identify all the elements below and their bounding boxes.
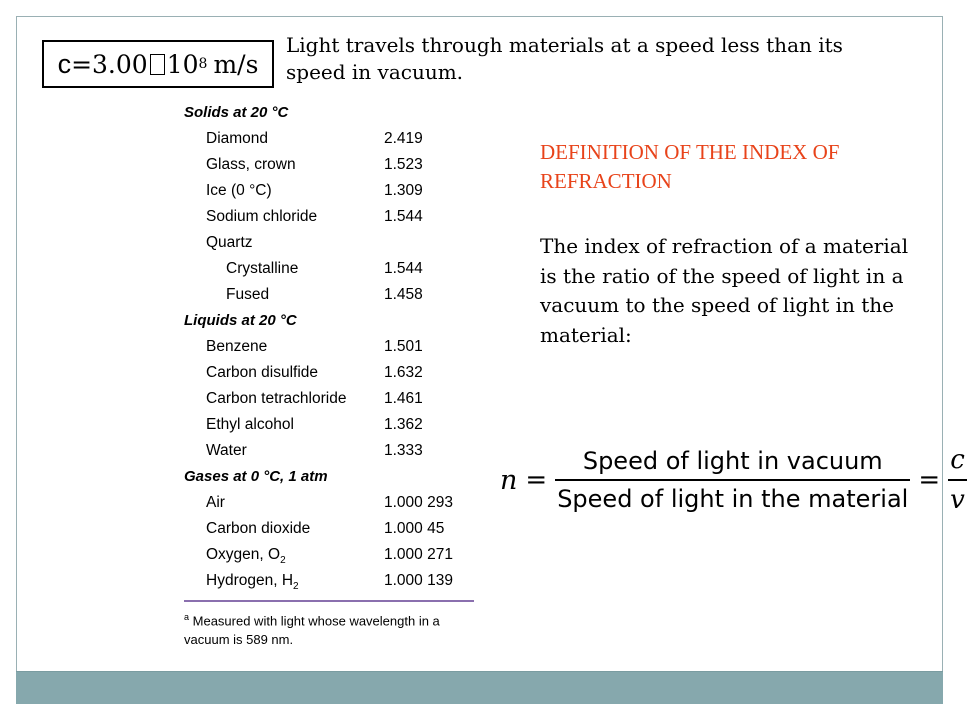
refraction-value: 1.544 bbox=[384, 208, 423, 225]
material-name bbox=[226, 256, 298, 282]
material-label: Benzene bbox=[206, 338, 268, 355]
table-row bbox=[184, 230, 474, 256]
material-name bbox=[206, 126, 268, 152]
refraction-value: 2.419 bbox=[384, 130, 423, 147]
table-row bbox=[184, 256, 474, 282]
table-row bbox=[184, 568, 474, 594]
material-label: Crystalline bbox=[226, 260, 299, 277]
slide-frame bbox=[16, 16, 943, 704]
material-label: Sodium chloride bbox=[206, 208, 318, 225]
equation-equals: = bbox=[525, 465, 548, 495]
table-footnote bbox=[184, 608, 474, 649]
refraction-value: 1.523 bbox=[384, 156, 423, 173]
speed-equals: = bbox=[71, 49, 93, 79]
table-section-title: Liquids at 20 °C bbox=[184, 312, 297, 329]
material-label: Carbon disulfide bbox=[206, 364, 319, 381]
material-name bbox=[206, 360, 318, 386]
refraction-value: 1.544 bbox=[384, 260, 423, 277]
refraction-value: 1.309 bbox=[384, 182, 423, 199]
material-label: Air bbox=[206, 494, 225, 511]
table-row bbox=[184, 282, 474, 308]
missing-glyph-icon bbox=[150, 54, 165, 75]
material-name bbox=[206, 386, 346, 412]
material-label: Glass, crown bbox=[206, 156, 296, 173]
equation-numerator: Speed of light in vacuum bbox=[582, 447, 883, 475]
material-name bbox=[206, 178, 272, 204]
material-label: Ice (0 °C) bbox=[206, 182, 272, 199]
table-row bbox=[184, 542, 474, 568]
table-rule bbox=[184, 600, 474, 602]
equation-denominator: Speed of light in the material bbox=[555, 479, 910, 513]
table-row bbox=[184, 412, 474, 438]
refraction-value: 1.000 271 bbox=[384, 546, 453, 563]
material-name bbox=[206, 516, 310, 542]
material-subscript: 2 bbox=[293, 581, 299, 593]
refraction-value: 1.000 139 bbox=[384, 572, 453, 589]
table-row bbox=[184, 178, 474, 204]
speed-mantissa: 3.00 bbox=[92, 49, 148, 79]
table-row bbox=[184, 152, 474, 178]
material-label: Oxygen, O bbox=[206, 546, 281, 563]
definition-body: The index of refraction of a material is the ratio of the speed of light in a vacuum to the speed of light in the material: bbox=[540, 234, 909, 347]
speed-unit: m/s bbox=[213, 49, 259, 79]
table-row bbox=[184, 204, 474, 230]
footnote-mark: a bbox=[184, 612, 190, 622]
material-label: Quartz bbox=[206, 234, 253, 251]
table-row bbox=[184, 490, 474, 516]
refraction-index-table bbox=[184, 100, 474, 649]
material-label: Carbon dioxide bbox=[206, 520, 311, 537]
material-label: Carbon tetrachloride bbox=[206, 390, 347, 407]
speed-of-light-formula bbox=[42, 40, 274, 88]
material-label: Fused bbox=[226, 286, 270, 303]
material-name bbox=[206, 230, 253, 256]
equation-rhs-numerator: c bbox=[950, 445, 965, 475]
speed-base: 10 bbox=[166, 49, 199, 79]
table-row bbox=[184, 386, 474, 412]
intro-text: Light travels through materials at a speed less than its speed in vacuum. bbox=[286, 33, 843, 84]
footnote-text: Measured with light whose wavelength in a vacuum is 589 nm. bbox=[184, 613, 440, 648]
refraction-value: 1.333 bbox=[384, 442, 423, 459]
table-section-title: Solids at 20 °C bbox=[184, 104, 289, 121]
equation-ratio-fraction bbox=[948, 445, 967, 515]
material-label: Hydrogen, H bbox=[206, 572, 294, 589]
refraction-value: 1.000 45 bbox=[384, 520, 445, 537]
material-label: Diamond bbox=[206, 130, 269, 147]
material-name bbox=[206, 438, 247, 464]
refraction-value: 1.501 bbox=[384, 338, 423, 355]
speed-symbol: c bbox=[57, 48, 72, 79]
table-section-title: Gases at 0 °C, 1 atm bbox=[184, 468, 328, 485]
material-name bbox=[206, 568, 299, 600]
footer-bar bbox=[16, 671, 943, 704]
material-name bbox=[206, 334, 267, 360]
refraction-value: 1.632 bbox=[384, 364, 423, 381]
material-label: Ethyl alcohol bbox=[206, 416, 294, 433]
table-row bbox=[184, 516, 474, 542]
equation-main-fraction bbox=[555, 447, 910, 513]
refraction-value: 1.461 bbox=[384, 390, 423, 407]
table-row bbox=[184, 126, 474, 152]
refraction-equation bbox=[500, 440, 965, 520]
equation-lhs: n bbox=[500, 464, 518, 496]
material-name bbox=[206, 152, 296, 178]
material-name bbox=[206, 204, 317, 230]
refraction-value: 1.458 bbox=[384, 286, 423, 303]
definition-heading: DEFINITION OF THE INDEX OF REFRACTION bbox=[540, 140, 840, 193]
material-label: Water bbox=[206, 442, 247, 459]
refraction-value: 1.000 293 bbox=[384, 494, 453, 511]
material-name bbox=[226, 282, 269, 308]
equation-equals-2: = bbox=[918, 465, 941, 495]
equation-rhs-denominator: v bbox=[948, 479, 967, 515]
material-name bbox=[206, 490, 225, 516]
table-row bbox=[184, 438, 474, 464]
table-row bbox=[184, 360, 474, 386]
material-name bbox=[206, 412, 294, 438]
table-row bbox=[184, 334, 474, 360]
refraction-value: 1.362 bbox=[384, 416, 423, 433]
material-subscript: 2 bbox=[280, 555, 286, 567]
speed-exponent: 8 bbox=[198, 56, 208, 72]
